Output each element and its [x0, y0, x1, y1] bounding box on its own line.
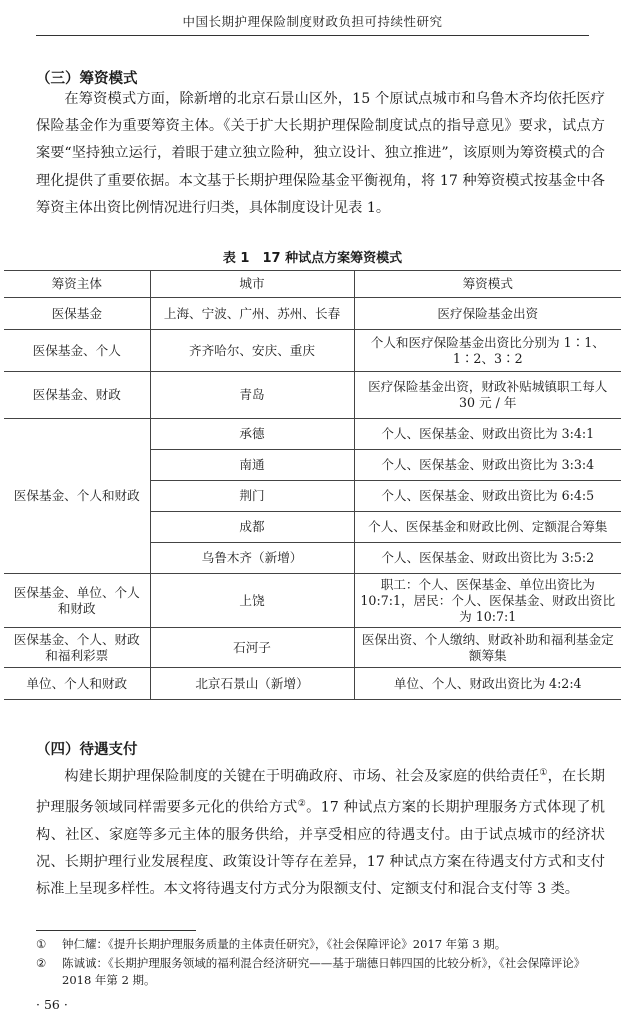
header-cell: 筹资模式 [354, 271, 621, 298]
city-cell: 石河子 [150, 628, 354, 668]
mode-cell: 个人和医疗保险基金出资比分别为 1∶1、1∶2、3∶2 [354, 330, 621, 372]
footnote-ref: ② [297, 798, 307, 809]
section-title-financing: （三）筹资模式 [36, 71, 138, 87]
header-cell: 城市 [150, 271, 354, 298]
mode-cell: 个人、医保基金、财政出资比为 3:4:1 [354, 419, 621, 450]
footnote [36, 936, 605, 953]
city-cell: 南通 [150, 450, 354, 481]
mode-cell: 单位、个人、财政出资比为 4:2:4 [354, 668, 621, 700]
footnote-number: ② [36, 956, 47, 970]
city-cell: 上饶 [150, 574, 354, 628]
table-row [4, 419, 621, 450]
table-row [4, 330, 621, 372]
mode-cell: 个人、医保基金和财政比例、定额混合筹集 [354, 512, 621, 543]
footnote-number: ① [36, 937, 47, 951]
header-rule [36, 35, 589, 36]
footnote-ref: ① [539, 768, 548, 778]
city-cell: 上海、宁波、广州、苏州、长春 [150, 298, 354, 330]
city-cell: 齐齐哈尔、安庆、重庆 [150, 330, 354, 372]
header-cell: 筹资主体 [4, 271, 150, 298]
financing-paragraph: 在筹资模式方面，除新增的北京石景山区外，15 个原试点城市和乌鲁木齐均依托医疗保险基金作为重要筹资主体。《关于扩大长期护理保险制度试点的指导意见》要求，试点方案要“坚持独立运行，着眼于建立独立险种，独立设计、独立推进”，该原则为筹资模式的合理化提供了重要依据。本文基于长期护理保险基金平衡视角，将 17 种筹资模式按基金中各筹资主体出资比例情况进行归类，具体制度设计见表 1。 [36, 91, 605, 216]
city-cell: 成都 [150, 512, 354, 543]
funding-subject-cell: 医保基金、个人和财政 [4, 419, 150, 574]
city-cell: 北京石景山（新增） [150, 668, 354, 700]
footnote-text: 钟仁耀：《提升长期护理服务质量的主体责任研究》，《社会保障评论》2017 年第 3 期。 [62, 937, 507, 951]
section-title-benefits: （四）待遇支付 [36, 742, 138, 758]
funding-subject-cell: 医保基金、个人 [4, 330, 150, 372]
table-row [4, 298, 621, 330]
financing-table [4, 270, 621, 700]
benefits-text-b: ，在长期护理服务领域同样需要多元化的供给方式 [36, 768, 605, 816]
running-head: 中国长期护理保险制度财政负担可持续性研究 [182, 14, 443, 29]
city-cell: 乌鲁木齐（新增） [150, 543, 354, 574]
mode-cell: 职工：个人、医保基金、单位出资比为 10:7:1，居民：个人、医保基金、财政出资比为 10:7:1 [354, 574, 621, 628]
funding-subject-cell: 医保基金、个人、财政和福利彩票 [4, 628, 150, 668]
funding-subject-cell: 医保基金、财政 [4, 372, 150, 419]
table-row [4, 628, 621, 668]
footnote-rule [36, 930, 196, 931]
funding-subject-cell: 单位、个人和财政 [4, 668, 150, 700]
mode-cell: 医疗保险基金出资 [354, 298, 621, 330]
benefits-text-c: 。17 种试点方案的长期护理服务方式体现了机构、社区、家庭等多元主体的服务供给，并享受相应的待遇支付。由于试点城市的经济状况、长期护理行业发展程度、政策设计等存在差异，17 种试点方案在待遇支付方式和支付标准上呈现多样性。本文将待遇支付方式分为限额支付、定额支付和混合支付等 3 类。 [36, 799, 605, 898]
table-row [4, 668, 621, 700]
benefits-text-a: 构建长期护理保险制度的关键在于明确政府、市场、社会及家庭的供给责任 [64, 768, 540, 785]
mode-cell: 医疗保险基金出资，财政补贴城镇职工每人 30 元 / 年 [354, 372, 621, 419]
funding-subject-cell: 医保基金、单位、个人和财政 [4, 574, 150, 628]
city-cell: 荆门 [150, 481, 354, 512]
page-number: · 56 · [36, 997, 68, 1012]
table-row [4, 574, 621, 628]
table-row [4, 372, 621, 419]
mode-cell: 个人、医保基金、财政出资比为 3:5:2 [354, 543, 621, 574]
city-cell: 承德 [150, 419, 354, 450]
mode-cell: 医保出资、个人缴纳、财政补助和福利基金定额筹集 [354, 628, 621, 668]
funding-subject-cell: 医保基金 [4, 298, 150, 330]
mode-cell: 个人、医保基金、财政出资比为 3:3:4 [354, 450, 621, 481]
footnote-text: 陈诚诚：《长期护理服务领域的福利混合经济研究——基于瑞德日韩四国的比较分析》，《社会保障评论》2018 年第 2 期。 [62, 956, 586, 987]
table-header-row [4, 271, 621, 298]
mode-cell: 个人、医保基金、财政出资比为 6:4:5 [354, 481, 621, 512]
benefits-paragraph [36, 760, 605, 903]
city-cell: 青岛 [150, 372, 354, 419]
table-caption: 表 1 17 种试点方案筹资模式 [222, 251, 403, 266]
footnote [36, 955, 605, 989]
